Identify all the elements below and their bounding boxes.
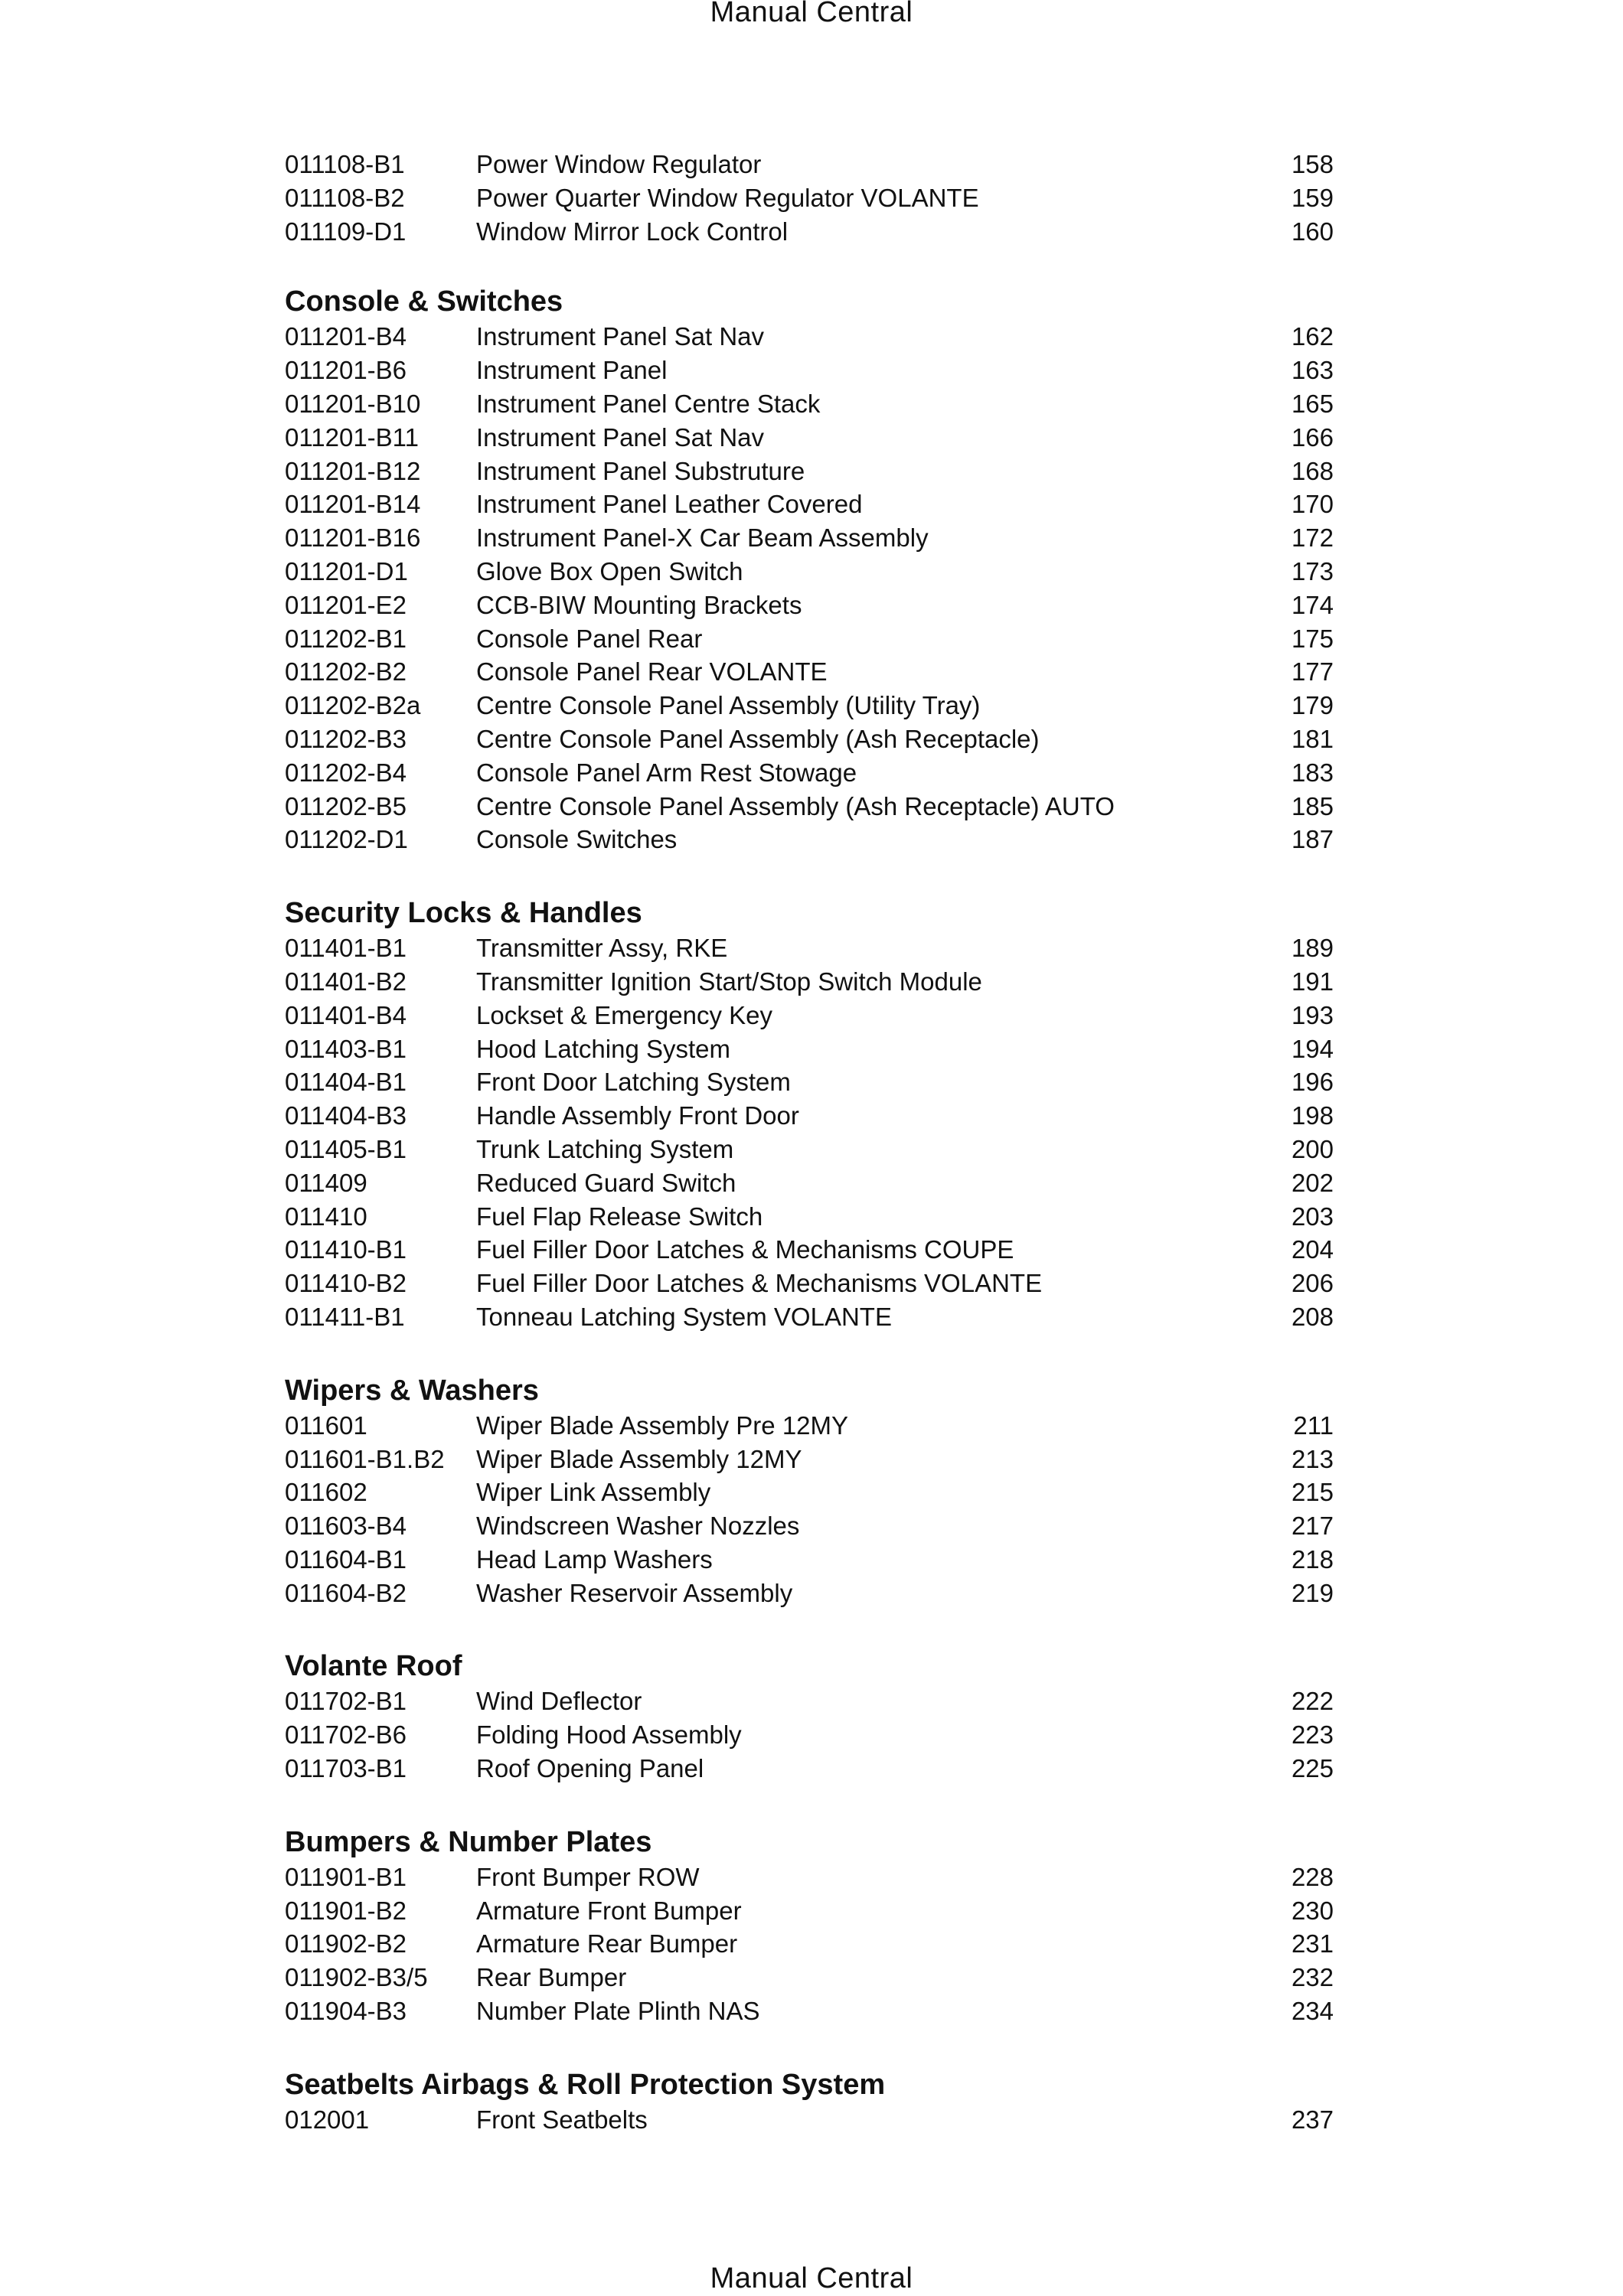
toc-section [285,1372,1334,1610]
entry-code: 011901-B2 [285,1896,407,1925]
toc-entry[interactable] [285,1443,1334,1476]
entry-page-number: 158 [1291,150,1334,178]
toc-entry[interactable] [285,320,1334,354]
entry-page-number: 208 [1291,1302,1334,1331]
entry-title: Head Lamp Washers [476,1544,713,1574]
entry-page-number: 200 [1291,1134,1334,1163]
entry-title: Windscreen Washer Nozzles [476,1512,800,1541]
entry-page-number: 168 [1291,456,1334,485]
entry-title: Wiper Blade Assembly Pre 12MY [476,1411,849,1440]
toc-entry[interactable] [285,2103,1334,2137]
toc-entry[interactable] [285,1476,1334,1509]
toc-entry[interactable] [285,1509,1334,1543]
entry-code: 011404-B3 [285,1101,407,1130]
entry-code: 012001 [285,2105,370,2134]
entry-page-number: 211 [1293,1411,1334,1440]
entry-code: 011401-B2 [285,967,407,996]
entry-title: Front Door Latching System [476,1068,791,1097]
entry-page-number: 163 [1291,356,1334,385]
entry-code: 011405-B1 [285,1134,407,1163]
entry-page-number: 198 [1291,1101,1334,1130]
entry-title: Glove Box Open Switch [476,556,743,585]
toc-entry[interactable] [285,589,1334,622]
entry-title: Console Panel Rear [476,624,703,653]
toc-section [285,1648,1334,1785]
entry-page-number: 231 [1291,1929,1334,1958]
entry-title: Wiper Blade Assembly 12MY [476,1444,802,1473]
entry-page-number: 173 [1291,556,1334,585]
toc-entry[interactable] [285,488,1334,521]
entry-page-number: 177 [1291,657,1334,687]
entry-title: Instrument Panel [476,356,668,385]
toc-entry[interactable] [285,1409,1334,1443]
entry-page-number: 223 [1291,1720,1334,1750]
entry-code: 011202-B2 [285,657,407,687]
entry-title: Tonneau Latching System VOLANTE [476,1302,892,1331]
entry-title: Instrument Panel-X Car Beam Assembly [476,523,929,553]
entry-page-number: 230 [1291,1896,1334,1925]
toc-section [285,2066,1334,2137]
section-heading: Console & Switches [285,285,563,318]
entry-page-number: 191 [1291,967,1334,996]
entry-title: Reduced Guard Switch [476,1168,736,1197]
entry-code: 011410-B1 [285,1235,407,1264]
entry-code: 011201-B16 [285,523,421,553]
toc-entry[interactable] [285,1927,1334,1961]
entry-code: 011202-B5 [285,791,407,820]
entry-title: Instrument Panel Substruture [476,456,805,485]
entry-page-number: 196 [1291,1068,1334,1097]
entry-code: 011601-B1.B2 [285,1444,445,1473]
entry-code: 011404-B1 [285,1068,407,1097]
entry-page-number: 222 [1291,1687,1334,1716]
toc-entry[interactable] [285,999,1334,1032]
entry-page-number: 172 [1291,523,1334,553]
toc-entry[interactable] [285,521,1334,555]
entry-title: Fuel Flap Release Switch [476,1202,763,1231]
toc-entry[interactable] [285,655,1334,689]
entry-code: 011401-B1 [285,934,407,963]
toc-entry[interactable] [285,1684,1334,1718]
entry-title: Number Plate Plinth NAS [476,1997,760,2026]
entry-title: Power Quarter Window Regulator VOLANTE [476,183,979,212]
toc-section [285,895,1334,1334]
entry-code: 011603-B4 [285,1512,407,1541]
section-heading: Bumpers & Number Plates [285,1825,652,1858]
toc-entry[interactable] [285,215,1334,249]
entry-code: 011202-D1 [285,825,408,854]
entry-page-number: 175 [1291,624,1334,653]
toc-entry[interactable] [285,181,1334,215]
entry-page-number: 228 [1291,1862,1334,1891]
entry-page-number: 234 [1291,1997,1334,2026]
entry-code: 011202-B1 [285,624,407,653]
entry-code: 011602 [285,1478,367,1507]
toc-entry[interactable] [285,1032,1334,1066]
entry-page-number: 203 [1291,1202,1334,1231]
entry-title: Front Seatbelts [476,2105,648,2134]
entry-page-number: 183 [1291,758,1334,787]
entry-page-number: 193 [1291,1000,1334,1029]
entry-code: 011904-B3 [285,1997,407,2026]
entry-code: 011604-B1 [285,1544,407,1574]
entry-code: 011902-B2 [285,1929,407,1958]
entry-page-number: 187 [1291,825,1334,854]
entry-title: Centre Console Panel Assembly (Utility Tray) [476,691,981,720]
entry-title: Instrument Panel Centre Stack [476,389,821,418]
entry-code: 011401-B4 [285,1000,407,1029]
entry-page-number: 217 [1291,1512,1334,1541]
toc-entry[interactable] [285,1577,1334,1610]
entry-code: 011202-B2a [285,691,421,720]
entry-title: Folding Hood Assembly [476,1720,742,1750]
entry-code: 011702-B6 [285,1720,407,1750]
toc-entry[interactable] [285,931,1334,965]
entry-title: Instrument Panel Sat Nav [476,422,765,452]
entry-page-number: 162 [1291,322,1334,351]
entry-code: 011902-B3/5 [285,1963,428,1992]
entry-title: Wind Deflector [476,1687,642,1716]
entry-title: Fuel Filler Door Latches & Mechanisms COUPE [476,1235,1014,1264]
toc-entry[interactable] [285,722,1334,756]
toc-section [285,283,1334,856]
entry-title: Console Panel Rear VOLANTE [476,657,828,687]
toc-entry[interactable] [285,1543,1334,1577]
toc-intro-block [285,148,1334,248]
entry-page-number: 174 [1291,590,1334,619]
entry-code: 011703-B1 [285,1754,407,1783]
entry-page-number: 237 [1291,2105,1334,2134]
entry-page-number: 189 [1291,934,1334,963]
toc-entry[interactable] [285,1166,1334,1200]
toc-entry[interactable] [285,1961,1334,1994]
entry-title: Power Window Regulator [476,150,762,178]
entry-page-number: 166 [1291,422,1334,452]
entry-page-number: 179 [1291,691,1334,720]
toc-entry[interactable] [285,455,1334,488]
toc-entry[interactable] [285,1200,1334,1234]
toc-entry[interactable] [285,622,1334,656]
entry-code: 011901-B1 [285,1862,407,1891]
entry-code: 011601 [285,1411,367,1440]
entry-code: 011201-B10 [285,389,421,418]
entry-code: 011201-B11 [285,422,419,452]
entry-code: 011409 [285,1168,367,1197]
entry-title: Lockset & Emergency Key [476,1000,773,1029]
entry-title: Window Mirror Lock Control [476,217,789,246]
entry-code: 011108-B1 [285,150,405,178]
toc-entry[interactable] [285,1133,1334,1166]
entry-code: 011201-B14 [285,490,421,519]
entry-code: 011411-B1 [285,1302,405,1331]
entry-page-number: 225 [1291,1754,1334,1783]
entry-page-number: 170 [1291,490,1334,519]
entry-code: 011109-D1 [285,217,407,246]
toc-entry[interactable] [285,1099,1334,1133]
entry-code: 011201-B12 [285,456,421,485]
entry-title: Wiper Link Assembly [476,1478,711,1507]
entry-title: Armature Front Bumper [476,1896,742,1925]
entry-title: Transmitter Assy, RKE [476,934,728,963]
entry-page-number: 165 [1291,389,1334,418]
toc-entry[interactable] [285,1894,1334,1928]
page-footer: Manual Central [710,2262,913,2294]
entry-page-number: 206 [1291,1269,1334,1298]
entry-title: Centre Console Panel Assembly (Ash Receptacle) AUTO [476,791,1115,820]
toc-entry[interactable] [285,823,1334,856]
entry-code: 011201-B4 [285,322,407,351]
entry-page-number: 213 [1291,1444,1334,1473]
entry-title: Armature Rear Bumper [476,1929,738,1958]
entry-code: 011403-B1 [285,1034,407,1063]
entry-code: 011201-B6 [285,356,407,385]
toc-entry[interactable] [285,1267,1334,1300]
toc-entry[interactable] [285,1994,1334,2028]
toc-section [285,1824,1334,2028]
entry-page-number: 159 [1291,183,1334,212]
entry-code: 011201-D1 [285,556,408,585]
toc-entry[interactable] [285,421,1334,455]
table-of-contents [285,148,1334,2175]
entry-code: 011702-B1 [285,1687,407,1716]
toc-entry[interactable] [285,148,1334,181]
page-header: Manual Central [710,0,913,28]
entry-code: 011604-B2 [285,1578,407,1607]
toc-entry[interactable] [285,555,1334,589]
entry-title: Instrument Panel Leather Covered [476,490,863,519]
entry-title: Rear Bumper [476,1963,627,1992]
entry-code: 011108-B2 [285,183,405,212]
entry-code: 011201-E2 [285,590,407,619]
entry-title: Transmitter Ignition Start/Stop Switch Module [476,967,982,996]
toc-entry[interactable] [285,1300,1334,1334]
entry-title: Roof Opening Panel [476,1754,704,1783]
entry-page-number: 202 [1291,1168,1334,1197]
entry-code: 011202-B3 [285,724,407,753]
entry-title: CCB-BIW Mounting Brackets [476,590,802,619]
entry-title: Console Panel Arm Rest Stowage [476,758,857,787]
entry-title: Trunk Latching System [476,1134,734,1163]
toc-entry[interactable] [285,965,1334,999]
entry-page-number: 185 [1291,791,1334,820]
entry-title: Washer Reservoir Assembly [476,1578,793,1607]
section-heading: Security Locks & Handles [285,897,642,930]
entry-title: Fuel Filler Door Latches & Mechanisms VOLANTE [476,1269,1043,1298]
entry-code: 011202-B4 [285,758,407,787]
entry-page-number: 219 [1291,1578,1334,1607]
section-heading: Volante Roof [285,1650,462,1683]
entry-title: Console Switches [476,825,678,854]
entry-page-number: 232 [1291,1963,1334,1992]
toc-entry[interactable] [285,1233,1334,1267]
toc-entry[interactable] [285,354,1334,387]
section-heading: Wipers & Washers [285,1374,539,1407]
entry-code: 011410-B2 [285,1269,407,1298]
entry-page-number: 218 [1291,1544,1334,1574]
entry-title: Instrument Panel Sat Nav [476,322,765,351]
entry-page-number: 194 [1291,1034,1334,1063]
entry-page-number: 215 [1291,1478,1334,1507]
entry-title: Hood Latching System [476,1034,731,1063]
entry-title: Centre Console Panel Assembly (Ash Receptacle) [476,724,1040,753]
entry-page-number: 181 [1291,724,1334,753]
toc-entry[interactable] [285,1065,1334,1099]
toc-entry[interactable] [285,790,1334,823]
entry-code: 011410 [285,1202,367,1231]
toc-entry[interactable] [285,1718,1334,1752]
entry-page-number: 160 [1291,217,1334,246]
section-heading: Seatbelts Airbags & Roll Protection System [285,2068,886,2101]
toc-entry[interactable] [285,1861,1334,1894]
toc-entry[interactable] [285,689,1334,722]
toc-entry[interactable] [285,1752,1334,1786]
toc-entry[interactable] [285,756,1334,790]
entry-page-number: 204 [1291,1235,1334,1264]
entry-title: Handle Assembly Front Door [476,1101,799,1130]
entry-title: Front Bumper ROW [476,1862,700,1891]
toc-entry[interactable] [285,387,1334,421]
